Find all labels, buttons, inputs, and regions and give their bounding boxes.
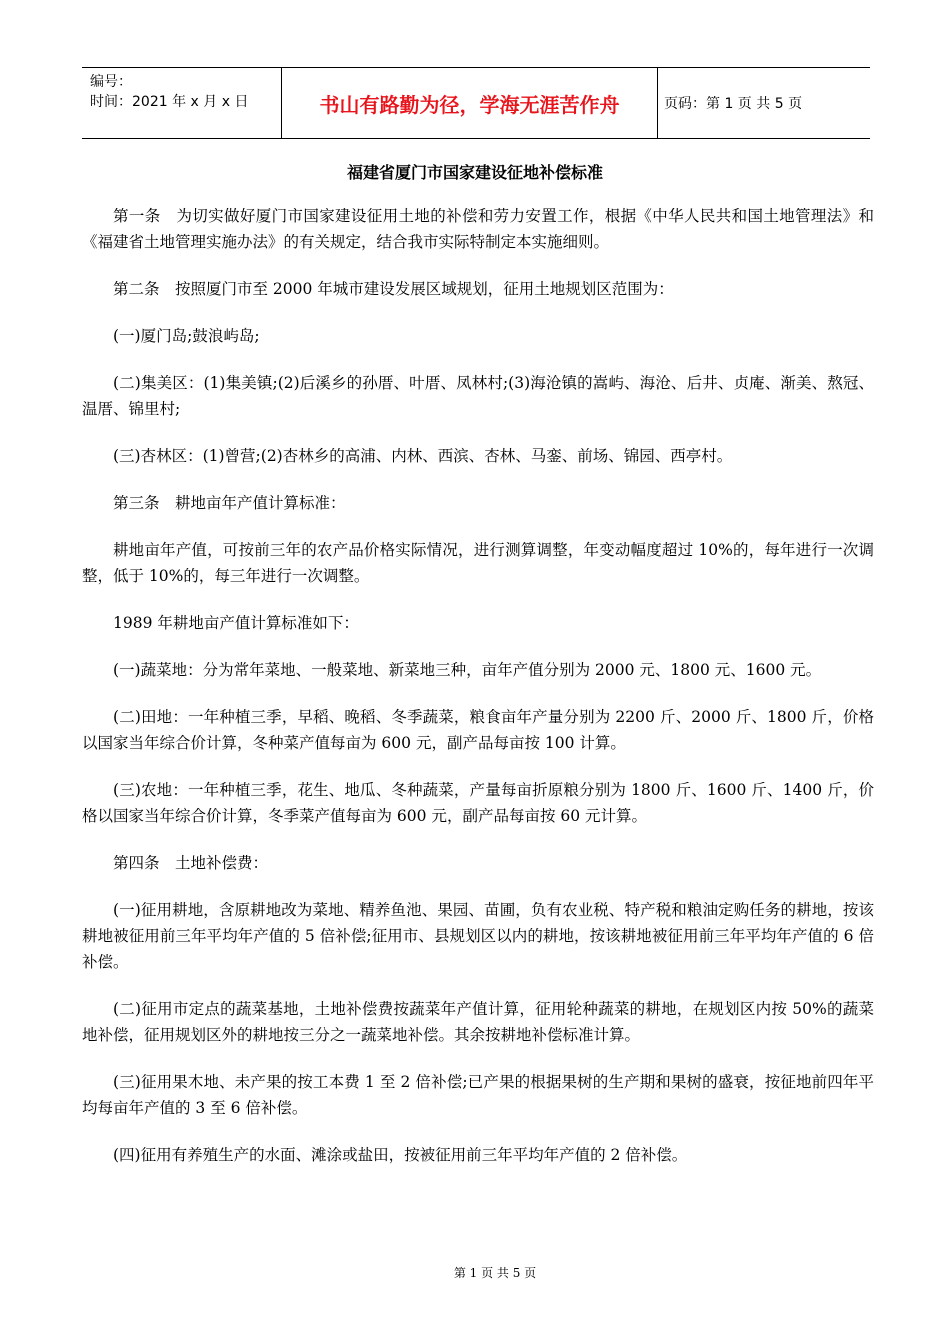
page-footer: 第 1 页 共 5 页 (453, 1266, 537, 1280)
header-meta (82, 68, 282, 138)
number-label: 编号： (90, 74, 132, 90)
paragraph: 1989 年耕地亩产值计算标准如下： (113, 614, 359, 632)
paragraph: (三)征用果木地、未产果的按工本费 1 至 2 倍补偿;已产果的根据果树的生产期和果树的盛衰，按征地前四年平均每亩年产值的 3 至 6 倍补偿。 (82, 1073, 874, 1117)
paragraph: 第三条 耕地亩年产值计算标准： (113, 494, 346, 512)
paragraph: (一)征用耕地，含原耕地改为菜地、精养鱼池、果园、苗圃，负有农业税、特产税和粮油定购任务的耕地，按该耕地被征用前三年平均年产值的 5 倍补偿;征用市、县规划区以内的耕地，按该耕地被征用前三年平均年产值的 6 倍补偿。 (82, 901, 874, 971)
paragraph: 第二条 按照厦门市至 2000 年城市建设发展区域规划，征用土地规划区范围为： (113, 280, 674, 298)
paragraph: (四)征用有养殖生产的水面、滩涂或盐田，按被征用前三年平均年产值的 2 倍补偿。 (113, 1146, 688, 1164)
document-title: 福建省厦门市国家建设征地补偿标准 (346, 163, 603, 182)
paragraph: (一)蔬菜地：分为常年菜地、一般菜地、新菜地三种，亩年产值分别为 2000 元、1800 元、1600 元。 (113, 661, 822, 679)
paragraph: (二)田地：一年种植三季，早稻、晚稻、冬季蔬菜，粮食亩年产量分别为 2200 斤、2000 斤、1800 斤，价格以国家当年综合价计算，冬种菜产值每亩为 600 元，副产品每亩按 100 计算。 (82, 708, 874, 752)
paragraph: 耕地亩年产值，可按前三年的农产品价格实际情况，进行测算调整，年变动幅度超过 10%的，每年进行一次调整，低于 10%的，每三年进行一次调整。 (82, 541, 874, 585)
page-header (82, 67, 870, 139)
paragraph: (一)厦门岛;鼓浪屿岛; (113, 327, 260, 345)
paragraph: 第四条 土地补偿费： (113, 854, 269, 872)
document-body (82, 203, 874, 1189)
date-label: 时间：2021 年 x 月 x 日 (90, 94, 249, 110)
paragraph: 第一条 为切实做好厦门市国家建设征用土地的补偿和劳力安置工作，根据《中华人民共和国土地管理法》和《福建省土地管理实施办法》的有关规定，结合我市实际特制定本实施细则。 (82, 207, 874, 251)
paragraph: (三)杏林区：(1)曾营;(2)杏林乡的高浦、内林、西滨、杏林、马銮、前场、锦园、西亭村。 (113, 447, 733, 465)
paragraph: (三)农地：一年种植三季，花生、地瓜、冬种蔬菜，产量每亩折原粮分别为 1800 斤、1600 斤、1400 斤，价格以国家当年综合价计算，冬季菜产值每亩为 600 元，副产品每亩按 60 元计算。 (82, 781, 874, 825)
paragraph: (二)征用市定点的蔬菜基地，土地补偿费按蔬菜年产值计算，征用轮种蔬菜的耕地，在规划区内按 50%的蔬菜地补偿，征用规划区外的耕地按三分之一蔬菜地补偿。其余按耕地补偿标准计算。 (82, 1000, 874, 1044)
paragraph: (二)集美区：(1)集美镇;(2)后溪乡的孙厝、叶厝、凤林村;(3)海沧镇的嵩屿、海沧、后井、贞庵、渐美、熬冠、温厝、锦里村; (82, 374, 874, 418)
motto: 书山有路勤为径，学海无涯苦作舟 (282, 68, 658, 138)
page-label: 页码：第 1 页 共 5 页 (664, 96, 803, 112)
